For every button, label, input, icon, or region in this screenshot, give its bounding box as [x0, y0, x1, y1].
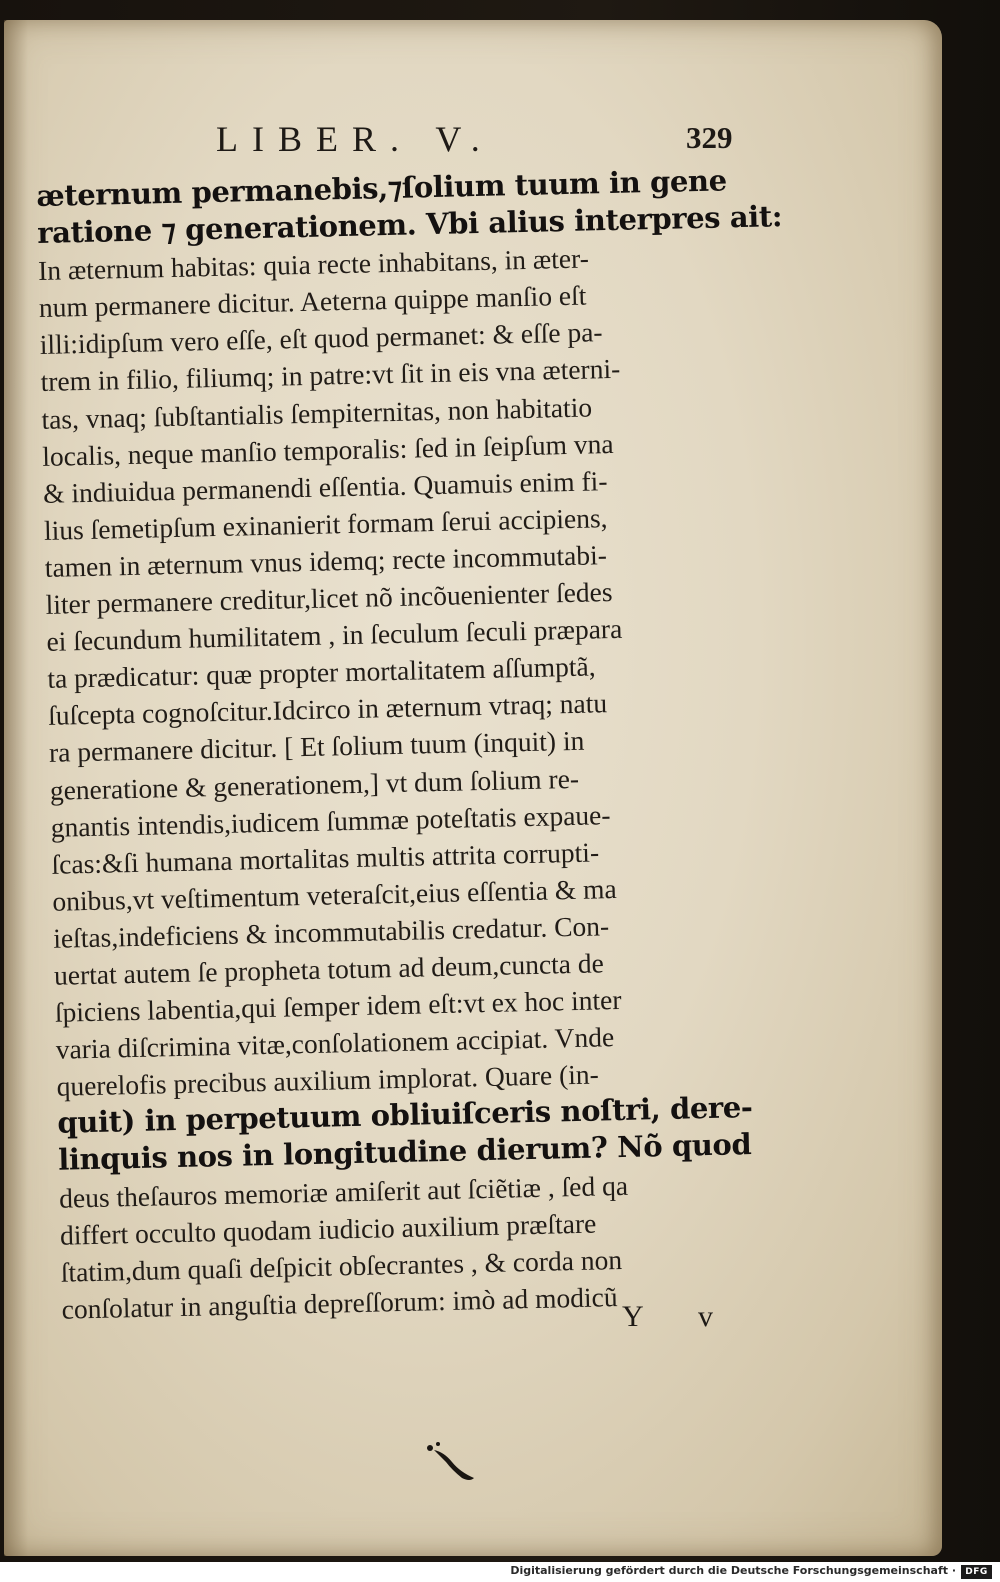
funding-credit: Digitalisierung gefördert durch die Deutsche Forschungsgemeinschaft ·	[510, 1564, 956, 1577]
text-line: & indiuidua permanendi eſſentia. Quamuis enim fi-	[42, 464, 608, 509]
text-line: ſpiciens labentia,qui ſemper idem eſt:vt ex hoc inter	[54, 983, 622, 1028]
text-line: tas, vnaq; ſubſtantialis ſempiternitas, non habitatio	[41, 391, 593, 435]
text-line: æternum permanebis,⁊ſolium tuum in gene	[36, 163, 728, 213]
text-line: onibus,vt veſtimentum veteraſcit,eius eſſentia & ma	[52, 872, 617, 917]
text-line: ſuſcepta cognoſcitur.Idcirco in æternum vtraq; natu	[47, 687, 608, 732]
text-line: ſtatim,dum quaſi deſpicit obſecrantes , & corda non	[60, 1243, 623, 1288]
text-line: linquis nos in longitudine dierum? Nõ quod	[57, 1127, 752, 1178]
text-line: ſcas:&ſi humana mortalitas multis attrita corrupti-	[51, 836, 600, 880]
book-page	[4, 20, 942, 1556]
text-line: lius ſemetipſum exinanierit formam ſerui accipiens,	[43, 501, 608, 546]
text-line: tamen in æternum vnus idemq; recte incommutabi-	[44, 539, 608, 583]
text-line: varia diſcrimina vitæ,conſolationem accipiat. Vnde	[55, 1021, 615, 1065]
folio-number: 329	[686, 120, 733, 155]
text-line: querelofis precibus auxilium implorat. Quare (in-	[56, 1058, 600, 1103]
text-line: ta prædicatur: quæ propter mortalitatem aſſumptã,	[47, 650, 596, 695]
text-line: ei ſecundum humilitatem , in ſeculum ſeculi præpara	[46, 612, 623, 658]
text-line: differt occulto quodam iudicio auxilium præſtare	[59, 1207, 597, 1251]
text-line: illi:idipſum vero eſſe, eſt quod permanet: & eſſe pa-	[39, 316, 603, 361]
dfg-logo: DFG	[961, 1565, 992, 1579]
text-line: trem in filio, filiumq; in patre:vt ſit in eis vna æterni-	[40, 353, 621, 398]
running-head-title: LIBER. V.	[216, 119, 494, 159]
body-text	[36, 161, 822, 1328]
text-line: localis, neque manſio temporalis: ſed in ſeipſum vna	[41, 427, 614, 472]
text-line: ratione ⁊ generationem. Vbi alius interpres ait:	[36, 199, 783, 251]
running-head	[4, 118, 942, 162]
text-line: In æternum habitas: quia recte inhabitans, in æter-	[37, 242, 590, 287]
digitization-footer	[0, 1562, 1000, 1582]
ink-blot-ornament	[424, 1440, 484, 1490]
text-line: num permanere dicitur. Aeterna quippe manſio eſt	[38, 279, 587, 324]
text-line: deus theſauros memoriæ amiſerit aut ſciẽtiæ , ſed qa	[58, 1169, 629, 1214]
text-line: liter permanere creditur,licet nõ incõuenienter ſedes	[45, 576, 613, 620]
text-line: ra permanere dicitur. [ Et ſolium tuum (inquit) in	[48, 725, 585, 769]
signature-mark: Y v	[622, 1300, 738, 1333]
text-line: generatione & generationem,] vt dum ſolium re-	[49, 762, 580, 806]
text-line: ieſtas,indeficiens & incommutabilis credatur. Con-	[52, 910, 610, 954]
text-line: gnantis intendis,iudicem ſummæ poteſtatis expaue-	[50, 798, 611, 843]
text-line: quit) in perpetuum obliuiſceris noſtri, dere-	[57, 1090, 753, 1141]
text-line: uertat autem ſe propheta totum ad deum,cuncta de	[53, 947, 605, 991]
text-line: conſolatur in anguſtia depreſſorum: imò ad modicũ	[61, 1280, 618, 1325]
